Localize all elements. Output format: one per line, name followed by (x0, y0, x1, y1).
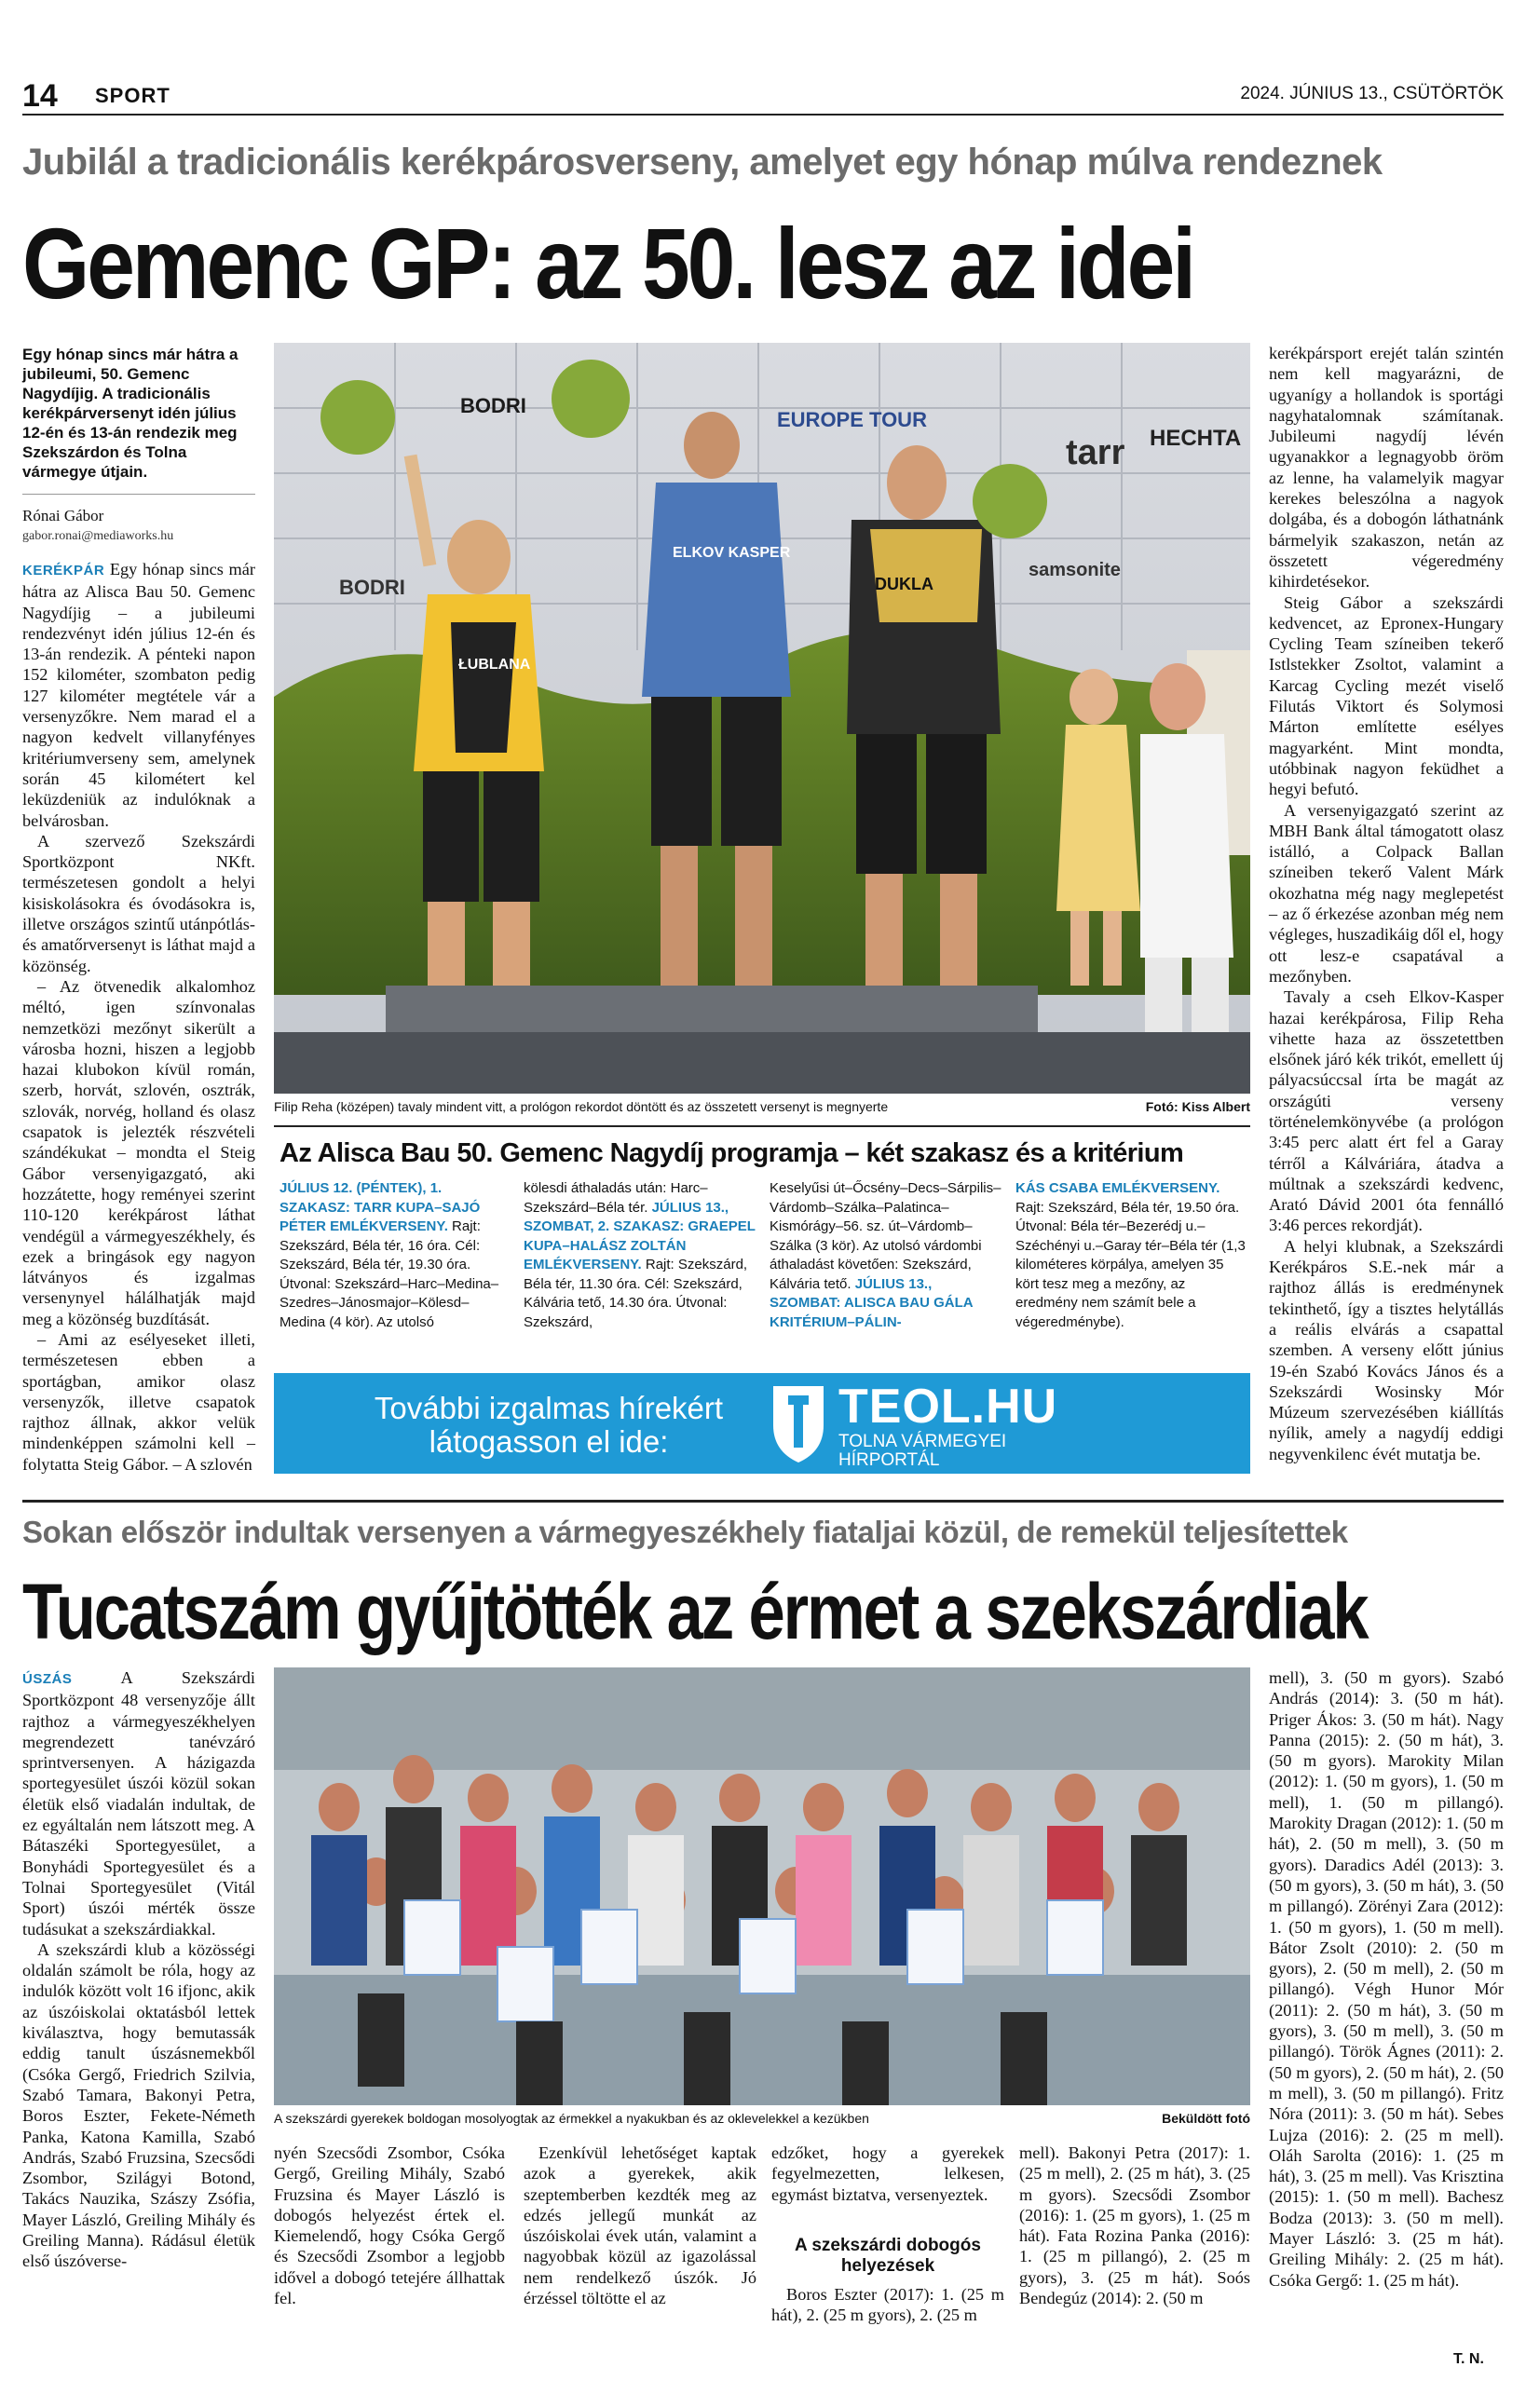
program-text: Keselyűsi út–Őcsény–Decs–Sárpilis–Várdomb–Szálka–Palatinca–Kismórágy–56. sz. út–Várdomb–Szálka (3 kör). Az utolsó várdombi áthaladást követően: Szekszárd, Kálvária tető. (770, 1180, 1001, 1292)
sponsor-sign: EUROPE TOUR (777, 408, 927, 431)
program-text: Rajt: Szekszárd, Béla tér, 19.50 óra. Útvonal: Béla tér–Bezerédj u.–Széchényi u.–Garay tér–Béla tér (1,3 kilométeres körpálya, amelyen 35 kört tesz meg a mezőny, az eredmény nem számít bele a végeredménybe). (1015, 1199, 1246, 1330)
article-separator (22, 1500, 1504, 1503)
teol-shield-icon (768, 1382, 829, 1464)
article2-paragraph: mell), 3. (50 m gyors). Szabó András (2014): 3. (50 m hát). Priger Ákos: 3. (50 m hát). Nagy Panna (2015): 2. (50 m hát), 3. (50 m gyors). Marokity Milan (2012): 1. (50 m gyors), 1. (50 m mell), 1. (50 m pillangó). Marokity Dragan (2012): 1. (50 m hát), 2. (50 m mell), 3. (50 m gyors). Daradics Adél (2013): 3. (50 m gyors), 3. (50 m hát), 3. (50 m pillangó). Zörényi Zara (2012): 1. (50 m gyors), 1. (50 m mell). Bátor Zsolt (2010): 2. (50 m gyors), 2. (50 m mell), 2. (50 m pillangó). Végh Hunor Mór (2011): 2. (50 m hát), 3. (50 m gyors), 3. (50 m mell), 3. (50 m pillangó). Török Ágnes (2011): 2. (50 m gyors), 2. (50 m hát), 2. (50 m mell), 3. (50 m pillangó). Fritz Nóra (2011): 3. (50 m hát). Sebes Lujza (2016): 2. (25 m mell). Oláh Sarolta (2016): 1. (25 m hát), 3. (25 m mell). Vas Krisztina (2015): 1. (50 m mell). Bachesz Bodza (2013): 3. (50 m mell). Mayer László: 3. (25 m hát). Greiling Mihály: 2. (25 m hát). Csóka Gergő: 1. (25 m hát). (1269, 1668, 1504, 2290)
article1-paragraph: – Ami az esélyeseket illeti, természetesen ebben a sportágban, amikor olasz versenyzők, illetve csapatok rajthoz állnak, akkor velük mindenképpen számolni kell – folytatta Steig Gábor. – A szlovén (22, 1329, 255, 1474)
article2-paragraph: mell). Bakonyi Petra (2017): 1. (25 m mell), 2. (25 m hát), 3. (25 m gyors). Szecsődi Zsombor (2016): 1. (25 m gyors), 1. (25 m hát). Fata Rozina Panka (2016): 1. (25 m pillangó), 2. (25 m gyors), 3. (25 m hát). Soós Bendegúz (2014): 2. (50 m (1019, 2143, 1250, 2308)
program-column (279, 1179, 512, 1332)
program-rule (274, 1125, 1250, 1127)
article2-paragraph: Ezenkívül lehetőséget kaptak azok a gyerekek, akik szeptemberben kezdték meg az edzés jellegű munkát az úszóiskolai évek után, valamint a nagyobbak közül az igazolással nem rendelkező úszók. Jó érzéssel töltötte el az (524, 2143, 756, 2308)
article1-tag: KERÉKPÁR (22, 563, 105, 578)
jersey-text: DUKLA (875, 575, 933, 593)
article1-paragraph: A szervező Szekszárdi Sportközpont NKft. természetesen gondolt a helyi kisiskolásokra és óvodásokra is, illetve országos szintű utánpótlás- és amatőrversenyt is láthat majd a közönség. (22, 831, 255, 975)
results-subhead: A szekszárdi dobogós helyezések (795, 2236, 981, 2276)
article2-column1 (22, 1667, 255, 2272)
sponsor-sign: HECHTA (1150, 426, 1242, 451)
teol-banner-ad[interactable] (274, 1373, 1250, 1474)
article1-column1 (22, 559, 255, 1475)
program-column (1015, 1179, 1248, 1332)
publication-date: 2024. JÚNIUS 13., CSÜTÖRTÖK (1240, 84, 1504, 103)
cycling-podium-photo (274, 343, 1250, 1094)
sponsor-sign: BODRI (460, 394, 526, 417)
article1-paragraph: Tavaly a cseh Elkov-Kasper hazai kerékpárosa, Filip Reha vihette haza az összetettben elsőnek járó kék trikót, emellett új pályacsúccsal írta be magát az országúti verseny történelemkönyvébe (a prológon 3:45 perc alatt ért fel a Garay térről a Kálváriára, átadva a múltnak a szekszárdi kedvenc, Arató Dávid 2001 óta fennálló 3:46 perces rekordját). (1269, 987, 1504, 1235)
article2-column6 (1269, 1667, 1504, 2291)
program-highlight: KÁS CSABA EMLÉKVERSENY. (1015, 1180, 1220, 1196)
article1-author: Rónai Gábor (22, 507, 104, 524)
program-highlight: JÚLIUS 12. (PÉNTEK), 1. SZAKASZ: TARR KUPA–SAJÓ PÉTER EMLÉKVERSENY. (279, 1180, 481, 1234)
program-column (770, 1179, 1002, 1332)
program-text: kölesdi áthaladás után: Harc–Szekszárd–Béla tér. (524, 1180, 708, 1216)
article1-paragraph: A versenyigazgató szerint az MBH Bank által támogatott olasz istálló, a Colpack Ballan színeiben tekerő Valent Márk okozhatna még nagy meglepetést – az ő érkezése azonban még nem végleges, huszadikáig dől el, hogy ott lesz-e csapatával a mezőnyben. (1269, 800, 1504, 986)
teol-brand-name: TEOL.HU (838, 1380, 1058, 1434)
article1-kicker: Jubilál a tradicionális kerékpárosverseny, amelyet egy hónap múlva rendeznek (22, 142, 1383, 183)
article2-paragraph: A Szekszárdi Sportközpont 48 versenyzője állt rajthoz a vármegyeszékhelyen megrendezett tanévzáró sprintversenyen. A házigazda sportegyesület úszói közül sokan életük első viadalán indultak, de ez egyáltalán nem látszott meg. A Bátaszéki Sportegyesület, a Bonyhádi Sportegyesület és a Tolnai Sportegyesület (Vitál Sport) úszói mérték össze tudásukat a szekszárdiakkal. (22, 1668, 256, 1939)
program-column (524, 1179, 756, 1332)
article2-paragraph: Boros Eszter (2017): 1. (25 m hát), 2. (25 m gyors), 2. (25 m (771, 2285, 1004, 2325)
article1-paragraph: Steig Gábor a szekszárdi kedvencet, az Epronex-Hungary Cycling Team színeiben tekerő Istlstekker Zsoltot, valamint a Karcag Cycling mezét viselő Filutás Viktort és Solymosi Márton említette esélyes magyarként. Mint mondta, utóbbinak nagyon feküdhet a hegyi befutó. (1269, 592, 1504, 799)
sponsor-sign: BODRI (339, 576, 405, 599)
article1-paragraph: kerékpársport erejét talán szintén nem kell magyarázni, de ugyanígy a hollandok is sportági nagyhatalomnak számítanak. Jubileumi nagydíj lévén ugyanakkor a legnagyobb öröm az lenne, ha valamelyik magyar kerekes beleszólna a nagyok dolgába, és a dobogón láthatnánk bármelyik szakaszon, netán az összetett végeredmény kihirdetésekor. (1269, 344, 1504, 592)
lead-divider (22, 494, 255, 495)
article1-paragraph: A helyi klubnak, a Szekszárdi Kerékpáros S.E.-nek már a rajthoz állás is eredménynek tekinthető, így a tisztes helytállás a reális elvárás a csapattal szemben. A verseny előtt június 19-én Szabó Kovács János és a Szekszárdi Wosinsky Mór Múzeum szervezésében kiállítás nyílik, amely a nagydíj eddigi negyvenkilenc évét mutatja be. (1269, 1236, 1504, 1463)
article2-kicker: Sokan először indultak versenyen a vármegyeszékhely fiataljai közül, de remekül teljesítettek (22, 1515, 1348, 1549)
teol-brand-subtitle: TOLNA VÁRMEGYEI HÍRPORTÁL (838, 1432, 1007, 1470)
article1-photo-caption: Filip Reha (középen) tavaly mindent vitt, a prológon rekordot döntött és az összetett versenyt is megnyerte (274, 1099, 889, 1114)
sponsor-sign: samsonite (1029, 560, 1121, 580)
article1-lead: Egy hónap sincs már hátra a jubileumi, 50. Gemenc Nagydíjig. A tradicionális kerékpárversenyt idén július 12-én és 13-án rendezik meg Szekszárdon és Tolna vármegye útjain. (22, 346, 238, 481)
page-number: 14 (22, 78, 58, 114)
jersey-text: ŁUBLANA (458, 657, 531, 673)
program-text: Rajt: Szekszárd, Béla tér, 11.30 óra. Cél: Szekszárd, Kálvária tető, 14.30 óra. Útvonal: Szekszárd, (524, 1257, 748, 1330)
program-highlight: JÚLIUS 13., SZOMBAT: ALISCA BAU GÁLA KRITÉRIUM–PÁLIN- (770, 1275, 974, 1330)
program-highlight: JÚLIUS 13., SZOMBAT, 2. SZAKASZ: GRAEPEL KUPA–HALÁSZ ZOLTÁN EMLÉKVERSENY. (524, 1199, 756, 1272)
article1-email: gabor.ronai@mediaworks.hu (22, 529, 174, 543)
article2-signature: T. N. (1453, 2351, 1484, 2367)
section-name: SPORT (95, 84, 170, 107)
article1-headline: Gemenc GP: az 50. lesz az idei (22, 207, 1194, 320)
article2-paragraph: edzőket, hogy a gyerekek fegyelmezetten, lelkesen, egymást biztatva, versenyeztek. (771, 2143, 1004, 2204)
article2-photo-caption: A szekszárdi gyerekek boldogan mosolyogtak az érmekkel a nyakukban és az oklevelekkel a kezükben (274, 2111, 869, 2126)
article2-paragraph: nyén Szecsődi Zsombor, Csóka Gergő, Greiling Mihály, Szabó Fruzsina és Mayer László is dobogós helyezést értek el. Kiemelendő, hogy Csóka Gergő és Szecsődi Zsombor a legjobb idővel a dobogó tetejére állhattak fel. (274, 2143, 505, 2308)
article1-paragraph: – Az ötvenedik alkalomhoz méltó, igen színvonalas nemzetközi mezőnyt sikerült a városba hozni, hiszen a legjobb hazai klubokon kívül román, szerb, horvát, szlovén, osztrák, szlovák, norvég, holland és olasz csapatok is jelezték részvételi szándékukat – mondta el Steig Gábor versenyigazgató, aki hozzátette, hogy reményei szerint 110-120 kerékpárost láthat vendégül a vármegyeszékhely, és ezek a bringások egy nagyon látványos és izgalmas versenynyel hálálhatják majd meg a közönség buzdítását. (22, 976, 255, 1328)
article2-headline: Tucatszám gyűjtötték az érmet a szekszárdiak (22, 1568, 1368, 1655)
article1-photo-credit: Fotó: Kiss Albert (1145, 1099, 1250, 1114)
article2-column4 (771, 2143, 1004, 2205)
header-rule (22, 114, 1504, 116)
article2-column5 (1019, 2143, 1250, 2308)
article2-paragraph: A szekszárdi klub a közösségi oldalán számolt be róla, hogy az indulók között volt 16 ifjonc, akik az úszóiskolai oktatásból lettek kiválasztva, hogy bemutassák eddig tanult úszásnemekből (Csóka Gergő, Friedrich Szilvia, Szabó Tamara, Bakonyi Petra, Boros Eszter, Fekete-Németh Panka, Katona Kamilla, Szabó András, Szabó Fruzsina, Szecsődi Zsombor, Szilágyi Botond, Takács Nauzika, Szászy Zsófia, Mayer László, Greiling Mihály és Greiling Manna). Rádásul életük első úszóverse- (22, 1939, 255, 2271)
swimming-team-photo (274, 1667, 1250, 2105)
program-title: Az Alisca Bau 50. Gemenc Nagydíj programja – két szakasz és a kritérium (279, 1138, 1184, 1168)
article2-column2 (274, 2143, 505, 2308)
article1-paragraph: Egy hónap sincs már hátra az Alisca Bau 50. Gemenc Nagydíjig – a jubileumi rendezvényt idén július 12-én és 13-án rendezik. A pénteki napon 152 kilométer, szombaton pedig 127 kilométer megtétele vár a versenyzőkre. Nem marad el a nagyon kedvelt villanyfényes kritériumverseny sem, amelynek során 45 kilométert kel leküzdeniük az indulóknak a belvárosban. (22, 560, 255, 830)
article1-column2 (1269, 343, 1504, 1464)
sponsor-sign: tarr (1066, 433, 1125, 472)
article2-column4-results (771, 2284, 1004, 2326)
article2-tag: ÚSZÁS (22, 1671, 73, 1687)
banner-text: További izgalmas hírekért látogasson el ide: (374, 1391, 724, 1459)
article2-photo-credit: Beküldött fotó (1162, 2111, 1250, 2126)
program-text: Rajt: Szekszárd, Béla tér, 16 óra. Cél: Szekszárd, Béla tér, 19.30 óra. Útvonal: Szekszárd–Harc–Medina–Szedres–Jánosmajor–Kölesd–Medina (4 kör). Az utolsó (279, 1218, 499, 1330)
jersey-text: ELKOV KASPER (673, 545, 791, 561)
article2-column3 (524, 2143, 756, 2308)
